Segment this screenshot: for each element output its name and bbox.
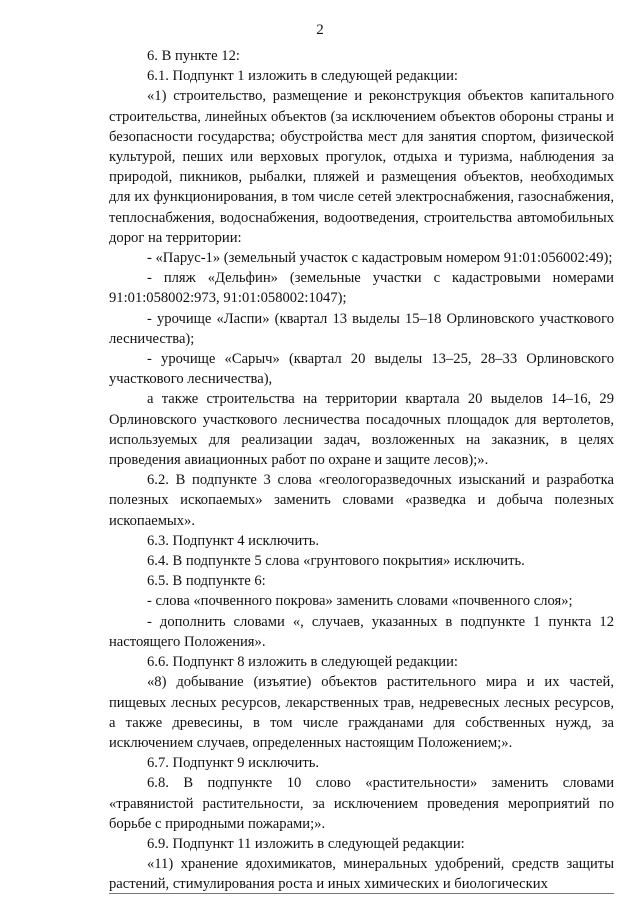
paragraph: «1) строительство, размещение и реконструкция объектов капитального строительства, линейных объектов (за исключением объектов обороны страны и безопасности государства; обустройства мест для занятия спортом, физической культурой, пеших или верховых прогулок, отдыха и туризма, наблюдения за природой, пикников, рыбалки, пляжей и размещения объектов, необходимых для их функционирования, в том числе сетей электроснабжения, газоснабжения, теплоснабжения, водоснабжения, водоотведения, строительства автомобильных дорог на территории: [109,88,614,246]
paragraph: 6.8. В подпункте 10 слово «растительности» заменить словами «травянистой растительности, за исключением проведения мероприятий по борьбе с природными пожарами;». [109,775,614,832]
paragraph: «8) добывание (изъятие) объектов растительного мира и их частей, пищевых лесных ресурсов, лекарственных трав, недревесных лесных ресурсов, а также древесины, в том числе гражданами для собственных нужд, за исключением случаев, определенных настоящим Положением;». [109,674,614,751]
paragraph: 6.1. Подпункт 1 изложить в следующей редакции: [147,68,458,85]
list-item: - пляж «Дельфин» (земельные участки с кадастровыми номерами 91:01:058002:973, 91:01:058002:1047); [109,270,614,307]
list-item: - «Парус-1» (земельный участок с кадастровым номером 91:01:056002:49); [147,250,613,267]
paragraph: 6.2. В подпункте 3 слова «геологоразведочных изысканий и разработка полезных ископаемых» заменить словами «разведка и добыча полезных ископаемых». [109,472,614,529]
list-item: - дополнить словами «, случаев, указанных в подпункте 1 пункта 12 настоящего Положения». [109,613,614,650]
paragraph: 6.6. Подпункт 8 изложить в следующей редакции: [147,654,458,671]
paragraph: 6.7. Подпункт 9 исключить. [147,755,320,772]
list-item: - урочище «Ласпи» (квартал 13 выделы 15–18 Орлиновского участкового лесничества); [109,310,614,347]
paragraph: 6.5. В подпункте 6: [147,573,266,590]
paragraph: а также строительства на территории квартала 20 выделов 14–16, 29 Орлиновского участкового лесничества посадочных площадок для вертолетов, используемых для реализации задач, возложенных на заказник, в целях проведения авиационных работ по охране и защите лесов);». [109,391,614,469]
page-number: 2 [316,22,324,38]
document-body [109,46,614,895]
list-item: - слова «почвенного покрова» заменить словами «почвенного слоя»; [147,593,573,610]
list-item: - урочище «Сарыч» (квартал 20 выделы 13–25, 28–33 Орлиновского участкового лесничества), [109,351,614,388]
paragraph: «11) хранение ядохимикатов, минеральных удобрений, средств защиты растений, стимулирования роста и иных химических и биологических [109,856,614,893]
paragraph: 6.9. Подпункт 11 изложить в следующей редакции: [147,835,465,852]
paragraph: 6. В пункте 12: [147,48,240,64]
paragraph: 6.3. Подпункт 4 исключить. [147,532,320,549]
page-bottom-rule [109,893,614,894]
paragraph: 6.4. В подпункте 5 слова «грунтового покрытия» исключить. [147,553,525,570]
